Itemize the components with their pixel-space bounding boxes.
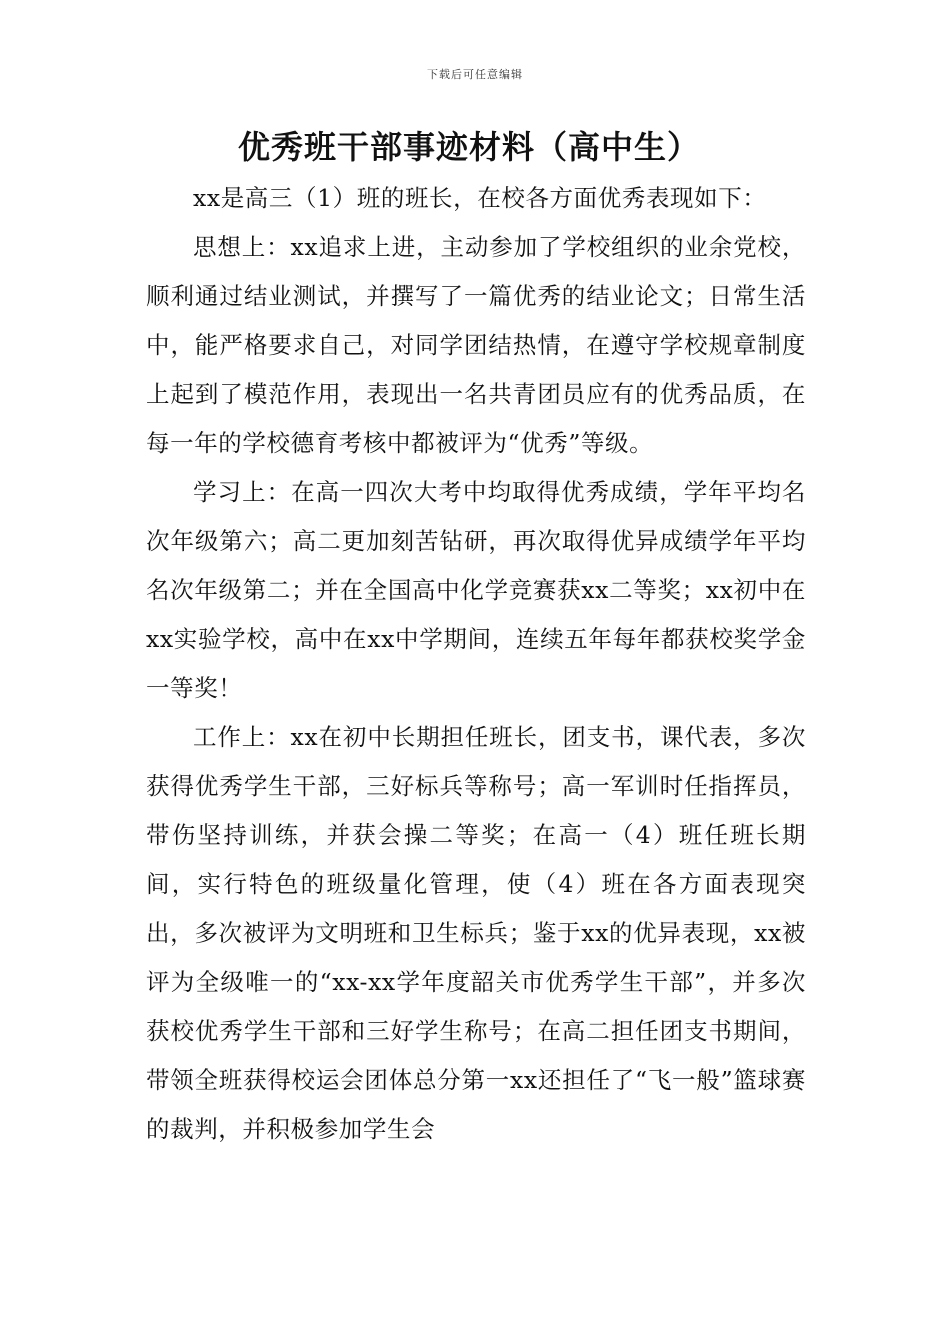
paragraph-work: 工作上：xx在初中长期担任班长，团支书，课代表，多次获得优秀学生干部，三好标兵等称号；高一军训时任指挥员，带伤坚持训练，并获会操二等奖；在高一（4）班任班长期间，实行特色的班级量化管理，使（4）班在各方面表现突出，多次被评为文明班和卫生标兵；鉴于xx的优异表现，xx被评为全级唯一的“xx-xx学年度韶关市优秀学生干部”，并多次获校优秀学生干部和三好学生称号；在高二担任团支书期间，带领全班获得校运会团体总分第一xx还担任了“飞一般”篮球赛的裁判，并积极参加学生会 (146, 723, 806, 1143)
document-title: 优秀班干部事迹材料（高中生） (237, 128, 700, 166)
document-body (146, 174, 806, 1154)
paragraph-study: 学习上：在高一四次大考中均取得优秀成绩，学年平均名次年级第六；高二更加刻苦钻研，再次取得优异成绩学年平均名次年级第二；并在全国高中化学竞赛获xx二等奖；xx初中在xx实验学校，高中在xx中学期间，连续五年每年都获校奖学金一等奖！ (146, 478, 806, 702)
header-note: 下载后可任意编辑 (427, 68, 523, 81)
paragraph-thought: 思想上：xx追求上进，主动参加了学校组织的业余党校，顺利通过结业测试，并撰写了一篇优秀的结业论文；日常生活中，能严格要求自己，对同学团结热情，在遵守学校规章制度上起到了模范作用，表现出一名共青团员应有的优秀品质，在每一年的学校德育考核中都被评为“优秀”等级。 (146, 233, 806, 457)
paragraph-intro: xx是高三（1）班的班长，在校各方面优秀表现如下： (193, 184, 767, 212)
